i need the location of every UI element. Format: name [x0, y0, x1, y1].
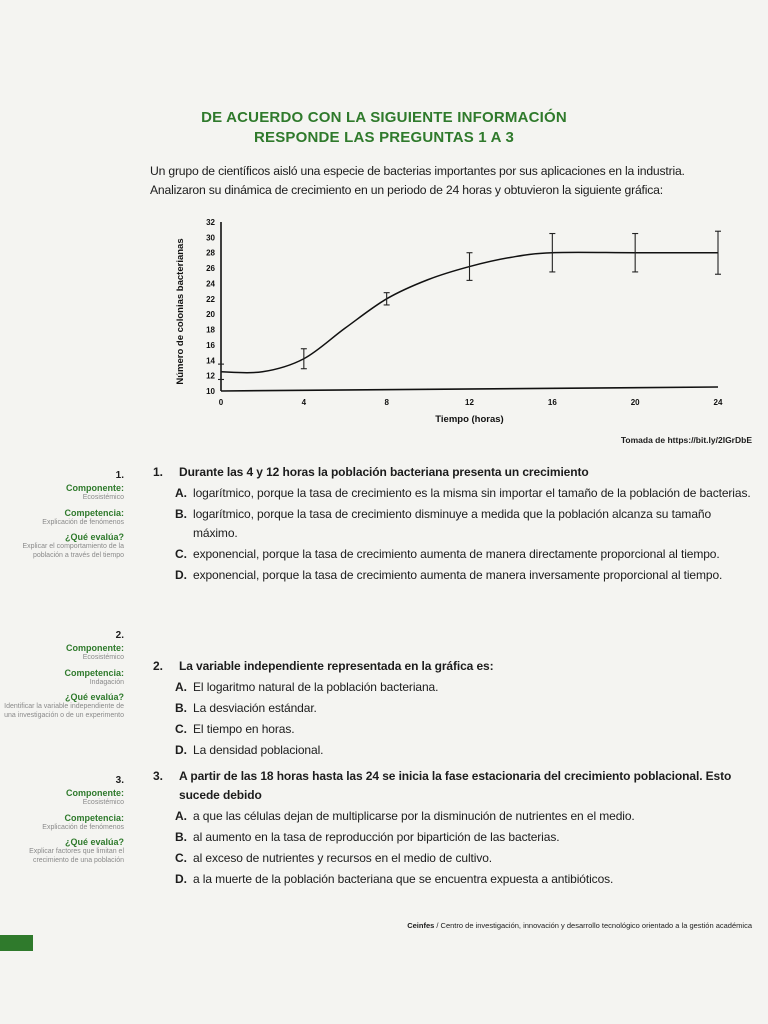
evalua-value: Explicar el comportamiento de la población a través del tiempo: [22, 543, 124, 559]
option-text: El tiempo en horas.: [193, 722, 295, 736]
y-tick-label: 10: [206, 387, 215, 396]
question-number: 3.: [153, 769, 163, 783]
option-b[interactable]: [153, 699, 758, 718]
question-text: A partir de las 18 horas hasta las 24 se inicia la fase estacionaria del crecimiento poblacional. Esto sucede debido: [179, 769, 732, 802]
y-tick-label: 18: [206, 325, 215, 335]
option-c[interactable]: [153, 720, 758, 739]
x-tick-label: 0: [218, 398, 224, 407]
option-d[interactable]: [153, 870, 758, 889]
option-text: a la muerte de la población bacteriana que se encuentra expuesta a antibióticos.: [193, 872, 614, 886]
option-a[interactable]: [153, 678, 758, 697]
option-text: al aumento en la tasa de reproducción por bipartición de las bacterias.: [193, 830, 560, 844]
question-stem: [153, 463, 758, 482]
option-text: al exceso de nutrientes y recursos en el medio de cultivo.: [193, 851, 493, 865]
option-letter: C.: [175, 851, 187, 865]
intro-line-2: Analizaron su dinámica de crecimiento en un periodo de 24 horas y obtuvieron la siguiente gráfica:: [150, 183, 663, 197]
intro-paragraph: [150, 162, 760, 200]
y-axis-label: Número de colonias bacterianas: [175, 238, 186, 385]
option-text: La densidad poblacional.: [193, 743, 324, 757]
option-text: exponencial, porque la tasa de crecimiento aumenta de manera directamente proporcional al tiempo.: [193, 547, 720, 561]
option-letter: C.: [175, 722, 187, 736]
option-text: logarítmico, porque la tasa de crecimiento es la misma sin importar el tamaño de la población de bacterias.: [193, 486, 751, 500]
evalua-value: Identificar la variable independiente de una investigación o de un experimento: [4, 703, 124, 719]
option-text: El logaritmo natural de la población bacteriana.: [193, 680, 439, 694]
option-letter: D.: [175, 743, 187, 757]
footer: [407, 921, 752, 930]
footer-brand: Ceinfes: [407, 921, 435, 930]
option-b[interactable]: [153, 505, 758, 543]
componente-label: Componente:: [66, 643, 124, 653]
y-tick-label: 22: [206, 294, 215, 304]
question-text: La variable independiente representada en la gráfica es:: [179, 659, 494, 673]
green-accent-bar: [0, 935, 33, 951]
y-tick-label: 24: [206, 279, 215, 289]
componente-value: Ecosistémico: [82, 654, 124, 661]
sidebar-block-1: [0, 470, 124, 560]
y-tick-label: 12: [206, 371, 215, 381]
x-axis: [221, 387, 718, 391]
x-tick-label: 12: [465, 398, 474, 407]
evalua-value: Explicar factores que limitan el crecimiento de una población: [29, 848, 124, 864]
sidebar-block-3: [0, 775, 124, 865]
option-letter: B.: [175, 701, 187, 715]
option-letter: A.: [175, 486, 187, 500]
question-number: 2.: [153, 659, 163, 673]
competencia-value: Explicación de fenómenos: [42, 823, 124, 831]
option-text: a que las células dejan de multiplicarse por la disminución de nutrientes en el medio.: [193, 809, 635, 823]
question-text: Durante las 4 y 12 horas la población bacteriana presenta un crecimiento: [179, 465, 589, 479]
option-text: logarítmico, porque la tasa de crecimiento disminuye a medida que la población alcanza su tamaño máximo.: [193, 507, 712, 540]
y-tick-label: 30: [206, 233, 215, 243]
x-tick-label: 4: [301, 398, 307, 407]
sidebar-block-2: [0, 630, 124, 720]
x-tick-label: 24: [713, 398, 723, 407]
option-letter: D.: [175, 872, 187, 886]
chart-source: Tomada de https://bit.ly/2IGrDbE: [620, 435, 752, 445]
question-stem: [153, 657, 758, 676]
sidebar-number: 1.: [115, 470, 124, 481]
option-letter: C.: [175, 547, 187, 561]
option-c[interactable]: [153, 545, 758, 564]
footer-text: / Centro de investigación, innovación y desarrollo tecnológico orientado a la gestión académica: [434, 921, 752, 930]
y-tick-label: 20: [206, 310, 215, 320]
evalua-label: ¿Qué evalúa?: [64, 692, 124, 702]
componente-value: Ecosistémico: [82, 494, 124, 501]
option-a[interactable]: [153, 484, 758, 503]
y-tick-label: 16: [206, 340, 215, 350]
intro-line-1: Un grupo de científicos aisló una especie de bacterias importantes por sus aplicaciones en la industria.: [150, 164, 685, 178]
y-tick-label: 14: [206, 356, 215, 366]
y-tick-label: 28: [206, 248, 215, 258]
title-line-2: RESPONDE LAS PREGUNTAS 1 A 3: [253, 129, 515, 146]
option-letter: A.: [175, 809, 187, 823]
competencia-label: Competencia:: [64, 812, 124, 823]
evalua-label: ¿Qué evalúa?: [64, 837, 124, 847]
question-number: 1.: [153, 465, 163, 479]
y-tick-label: 26: [206, 264, 215, 274]
option-d[interactable]: [153, 741, 758, 760]
option-text: La desviación estándar.: [193, 701, 317, 715]
question-3: [153, 767, 758, 889]
competencia-value: Explicación de fenómenos: [42, 518, 124, 526]
question-2: [153, 657, 758, 760]
componente-label: Componente:: [66, 483, 124, 493]
question-1: [153, 463, 758, 585]
option-text: exponencial, porque la tasa de crecimiento aumenta de manera inversamente proporcional al tiempo.: [193, 568, 723, 582]
competencia-value: Indagación: [89, 678, 124, 686]
componente-value: Ecosistémico: [82, 799, 124, 806]
option-letter: B.: [175, 507, 187, 521]
option-letter: D.: [175, 568, 187, 582]
x-tick-label: 16: [547, 398, 557, 407]
x-tick-label: 8: [384, 398, 389, 407]
question-stem: [153, 767, 758, 805]
evalua-label: ¿Qué evalúa?: [64, 532, 124, 542]
option-a[interactable]: [153, 807, 758, 826]
page-title: [0, 108, 768, 148]
title-line-1: DE ACUERDO CON LA SIGUIENTE INFORMACIÓN: [201, 109, 567, 126]
option-d[interactable]: [153, 566, 758, 585]
option-c[interactable]: [153, 849, 758, 868]
x-axis-label: Tiempo (horas): [435, 414, 504, 425]
option-b[interactable]: [153, 828, 758, 847]
componente-label: Componente:: [66, 788, 124, 798]
sidebar-number: 2.: [115, 630, 124, 641]
x-tick-label: 20: [630, 398, 640, 407]
competencia-label: Competencia:: [64, 507, 124, 518]
sidebar-number: 3.: [115, 775, 124, 786]
y-tick-label: 32: [206, 218, 215, 227]
growth-chart: [165, 212, 735, 427]
competencia-label: Competencia:: [64, 667, 124, 678]
option-letter: A.: [175, 680, 187, 694]
option-letter: B.: [175, 830, 187, 844]
